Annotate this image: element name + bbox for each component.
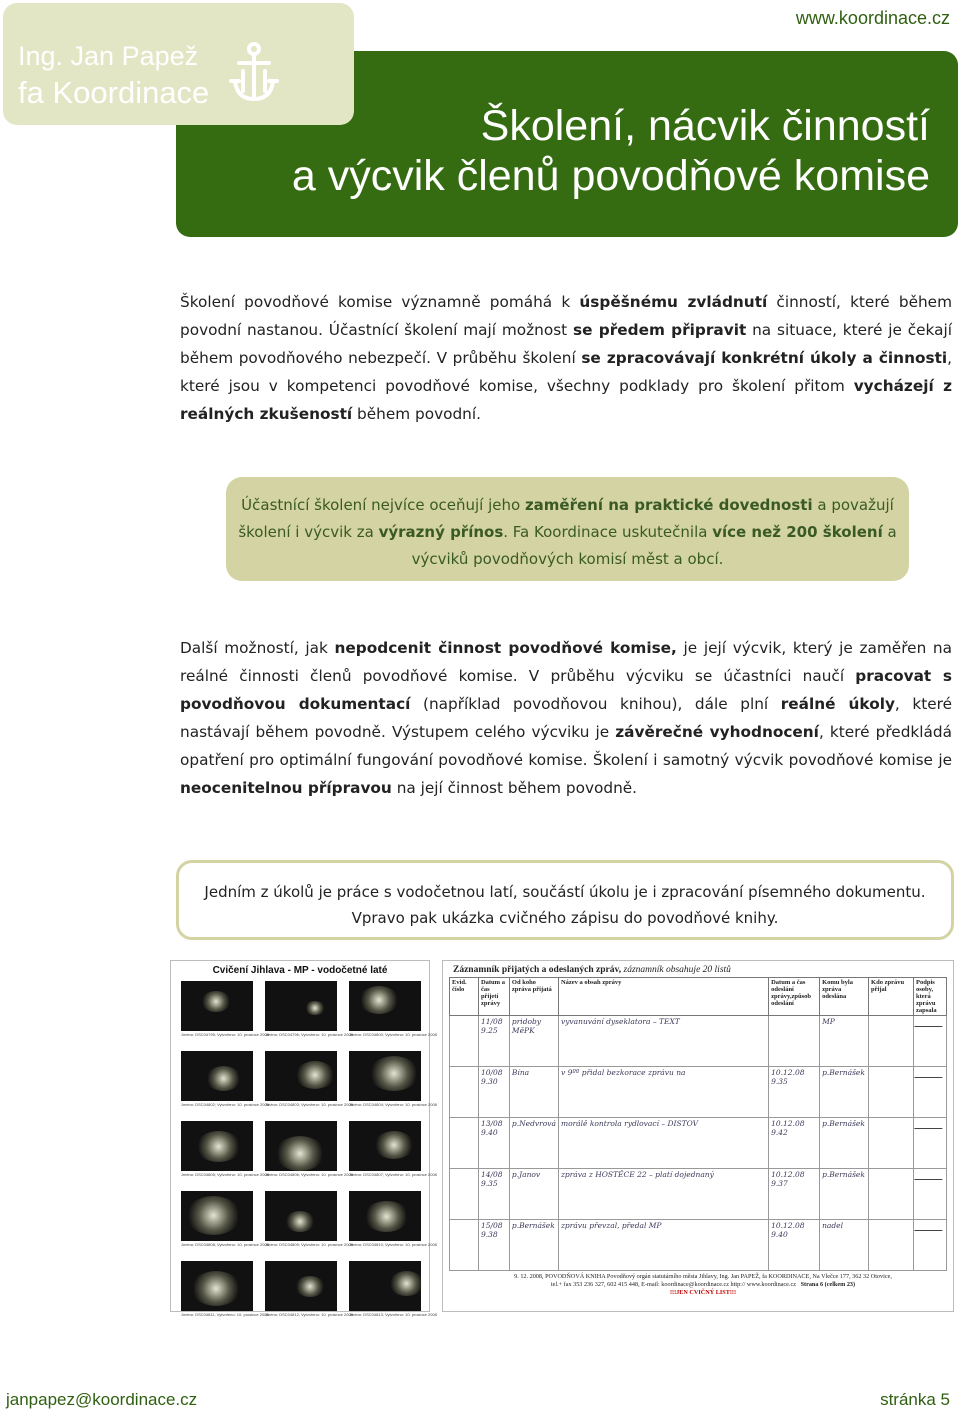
log-content-cell [558,1169,768,1220]
signature-mark [914,1170,946,1180]
log-content: v 9ºº přidal bezkorace zprávu na [560,1068,686,1077]
log-to: MP [822,1017,835,1026]
signature-mark [914,1119,946,1129]
log-number-cell [450,1067,479,1118]
log-number-cell [450,1220,479,1271]
log-content: zpráva z HOSTĚCE 22 – platí dojednaný [560,1170,714,1179]
log-date: 15/08 [480,1221,503,1230]
log-from: Bína [511,1068,530,1077]
photo-thumbnail [349,1051,437,1107]
anchor-emblem-icon [229,41,279,107]
log-content: morálě kontrola rydlovací – DISTOV [560,1119,699,1128]
log-sent: 10.12.08 9.35 [771,1068,805,1086]
photo-caption: Jméno: DSC04811; Vytvořeno: 10. prosince 2008 [181,1312,269,1317]
log-to-cell [820,1118,869,1169]
log-date-cell [478,1169,509,1220]
footer-page-number: stránka 5 [880,1390,950,1409]
photo-thumbnail [181,1121,269,1177]
log-date: 13/08 [480,1119,503,1128]
log-number-cell [450,1016,479,1067]
log-content-cell [558,1016,768,1067]
photo-thumbnail [181,981,269,1037]
log-to: p.Bernášek [822,1119,865,1128]
log-from: pridoby MěPK [511,1017,542,1035]
log-to: nadel [822,1221,844,1230]
night-photo-image [349,1191,421,1241]
log-row [450,1067,947,1118]
log-to: p.Bernášek [822,1170,865,1179]
log-sent: 10.12.08 9.40 [771,1221,805,1239]
photo-caption: Jméno: DSC04813; Vytvořeno: 10. prosince 2008 [349,1312,437,1317]
signature-cell [914,1169,947,1220]
signature-cell [914,1220,947,1271]
highlight-text: Účastnící školení nejvíce oceňují jeho zaměření na praktické dovednosti a považují školení i výcvik za výrazný přínos. Fa Koordinace uskutečnila více než 200 školení a výcviků povodňových komisí měst a obcí. [238,496,897,568]
log-sent-cell [769,1220,820,1271]
signature-mark [914,1017,946,1027]
night-photo-image [265,1191,337,1241]
photo-thumbnail [265,1191,353,1247]
log-from-cell [509,1016,558,1067]
log-sent-cell [769,1067,820,1118]
training-paragraph: Další možností, jak nepodcenit činnost povodňové komise, je její výcvik, který je zaměřen na reálné činnosti členů povodňové komise. V průběhu výcviku se účastníci naučí pracovat s povodňovou dokumentací (například povodňovou knihou), dále plní reálné úkoly, které nastávají během povodně. Výstupem celého výcviku je závěrečné vyhodnocení, které předkládá opatření pro optimální fungování povodňové komise. Školení i samotný výcvik povodňové komise je neocenitelnou přípravou na její činnost během povodně. [180,639,952,797]
photo-thumbnail [265,981,353,1037]
log-sent-cell [769,1169,820,1220]
night-photo-image [181,1051,253,1101]
log-col-header: Od koho zpráva přijatá [509,978,558,1016]
photo-thumbnail [265,1261,353,1317]
log-row [450,1016,947,1067]
thumbnail-grid [181,981,437,1317]
photo-caption: Jméno: DSC04812; Vytvořeno: 10. prosince 2008 [265,1312,353,1317]
log-date-cell [478,1016,509,1067]
log-title: Záznamník přijatých a odeslaných zpráv, záznamník obsahuje 20 listů [453,965,731,975]
log-date: 14/08 [480,1170,503,1179]
log-recv-cell [869,1067,914,1118]
night-photo-image [349,981,421,1031]
log-recv-cell [869,1016,914,1067]
log-recv-cell [869,1169,914,1220]
header-url[interactable]: www.koordinace.cz [795,8,950,28]
footer-email[interactable]: janpapez@koordinace.cz [6,1390,198,1409]
photo-thumbnail [265,1051,353,1107]
photo-caption: Jméno: DSC04800; Vytvořeno: 10. prosince 2008 [349,1032,437,1037]
log-footer-line1: 9. 12. 2008, POVODŇOVÁ KNIHA Povodňový orgán statutárního města Jihlavy, Ing. Jan PAPEŽ, fa KOORDINACE, Na Vlečce 177, 362 32 Otovice, [514,1273,892,1280]
log-content-cell [558,1220,768,1271]
log-from-cell [509,1220,558,1271]
photo-caption: Jméno: DSC04804; Vytvořeno: 10. prosince 2008 [349,1102,437,1107]
photo-thumbnail [265,1121,353,1177]
log-time: 9.25 [480,1026,498,1035]
photo-thumbnail [181,1261,269,1317]
log-book-sheet [442,960,954,1312]
log-content: zprávu převzal, předal MP [560,1221,662,1230]
log-sent-cell [769,1118,820,1169]
log-content-cell [558,1118,768,1169]
page-title-line2: a výcvik členů povodňové komise [291,152,930,200]
log-row [450,1169,947,1220]
log-to-cell [820,1016,869,1067]
photo-caption: Jméno: DSC04809; Vytvořeno: 10. prosince 2008 [265,1242,353,1247]
log-col-header: Podpis osoby, která zprávu zapsala [914,978,947,1016]
photo-caption: Jméno: DSC04808; Vytvořeno: 10. prosince 2008 [181,1242,269,1247]
log-footer-line2: tel.+ fax 353 236 327, 602 415 448, E-mail: koordinace@koordinace.cz http:// www.koordinace.cz Strana 6 (celkem 23) [550,1281,856,1288]
note-callout [176,860,954,940]
photo-caption: Jméno: DSC04807; Vytvořeno: 10. prosince 2008 [349,1172,437,1177]
log-sent-cell [769,1016,820,1067]
log-from-cell [509,1067,558,1118]
log-row [450,1220,947,1271]
log-to-cell [820,1067,869,1118]
photo-thumbnail [349,981,437,1037]
logo-box [3,3,354,125]
night-photo-image [349,1261,421,1311]
log-date: 10/08 [480,1068,503,1077]
photo-caption: Jméno: DSC04806; Vytvořeno: 10. prosince 2008 [265,1172,353,1177]
log-to: p.Bernášek [822,1068,865,1077]
signature-cell [914,1118,947,1169]
logo-name: Ing. Jan Papež [18,41,199,71]
photo-thumbnail [181,1191,269,1247]
night-photo-image [265,1261,337,1311]
photo-thumbnail [349,1191,437,1247]
night-photo-image [181,1261,253,1311]
log-col-header: Datum a čas odeslání zprávy,způsob odeslání [769,978,820,1016]
night-photo-image [265,981,337,1031]
log-to-cell [820,1220,869,1271]
log-date-cell [478,1220,509,1271]
signature-mark [914,1068,946,1078]
log-recv-cell [869,1118,914,1169]
night-photo-image [349,1051,421,1101]
photo-thumbnail [181,1051,269,1107]
log-col-header: Datum a čas přijetí zprávy [478,978,509,1016]
log-from-cell [509,1169,558,1220]
photo-caption: Jméno: DSC04803; Vytvořeno: 10. prosince 2008 [265,1102,353,1107]
night-photo-image [265,1121,337,1171]
log-from: p.Nedvrová [511,1119,556,1128]
log-content: vyvanuvání dyseklatora – TEXT [560,1017,680,1026]
log-table [449,977,947,1271]
photo-caption: Jméno: DSC04810; Vytvořeno: 10. prosince 2008 [349,1242,437,1247]
photo-caption: Jméno: DSC04802; Vytvořeno: 10. prosince 2008 [181,1102,269,1107]
night-photo-image [265,1051,337,1101]
log-to-cell [820,1169,869,1220]
log-time: 9.35 [480,1179,498,1188]
photo-thumbnail [349,1261,437,1317]
signature-cell [914,1016,947,1067]
log-footer [483,1273,923,1297]
practice-stamp: !!!JEN CVIČNÝ LIST!!! [670,1289,736,1296]
log-from: p.Janov [511,1170,541,1179]
log-recv-cell [869,1220,914,1271]
night-photo-image [181,981,253,1031]
log-number-cell [450,1169,479,1220]
night-photo-image [181,1121,253,1171]
log-date-cell [478,1118,509,1169]
log-time: 9.38 [480,1230,498,1239]
log-date: 11/08 [480,1017,503,1026]
intro-paragraph: Školení povodňové komise významně pomáhá k úspěšnému zvládnutí činností, které během povodní nastanou. Účastnící školení mají možnost se předem připravit na situace, které je čekají během povodňového nebezpečí. V průběhu školení se zpracovávají konkrétní úkoly a činnosti, které jsou v kompetenci povodňové komise, všechny podklady pro školení přitom vycházejí z reálných zkušeností během povodní. [180,293,953,423]
log-content-cell [558,1067,768,1118]
log-from-cell [509,1118,558,1169]
log-sent: 10.12.08 9.42 [771,1119,805,1137]
photo-caption: Jméno: DSC04796; Vytvořeno: 10. prosince 2008 [265,1032,353,1037]
log-sent: 10.12.08 9.37 [771,1170,805,1188]
log-col-header: Evid. číslo [450,978,479,1016]
signature-cell [914,1067,947,1118]
logo-company: fa Koordinace [18,75,210,110]
log-col-header: Komu byla zpráva odeslána [820,978,869,1016]
photo-sheet [170,960,437,1317]
log-time: 9.40 [480,1128,498,1137]
photo-thumbnail [349,1121,437,1177]
page-title-line1: Školení, nácvik činností [480,102,930,150]
log-time: 9.30 [480,1077,498,1086]
photo-caption: Jméno: DSC04795; Vytvořeno: 10. prosince 2008 [181,1032,269,1037]
photo-caption: Jméno: DSC04805; Vytvořeno: 10. prosince 2008 [181,1172,269,1177]
night-photo-image [349,1121,421,1171]
night-photo-image [181,1191,253,1241]
photo-sheet-title: Cvičení Jihlava - MP - vodočetné laté [212,965,388,976]
signature-mark [914,1221,946,1231]
highlight-callout [226,477,909,581]
log-from: p.Bernášek [511,1221,555,1230]
log-row [450,1118,947,1169]
log-date-cell [478,1067,509,1118]
log-number-cell [450,1118,479,1169]
log-header-row [450,978,947,1016]
page-title [292,101,930,201]
log-col-header: Název a obsah zprávy [558,978,768,1016]
log-col-header: Kdo zprávu přijal [869,978,914,1016]
note-text: Jedním z úkolů je práce s vodočetnou latí, součástí úkolu je i zpracování písemného dokumentu. Vpravo pak ukázka cvičného zápisu do povodňové knihy. [204,883,926,927]
